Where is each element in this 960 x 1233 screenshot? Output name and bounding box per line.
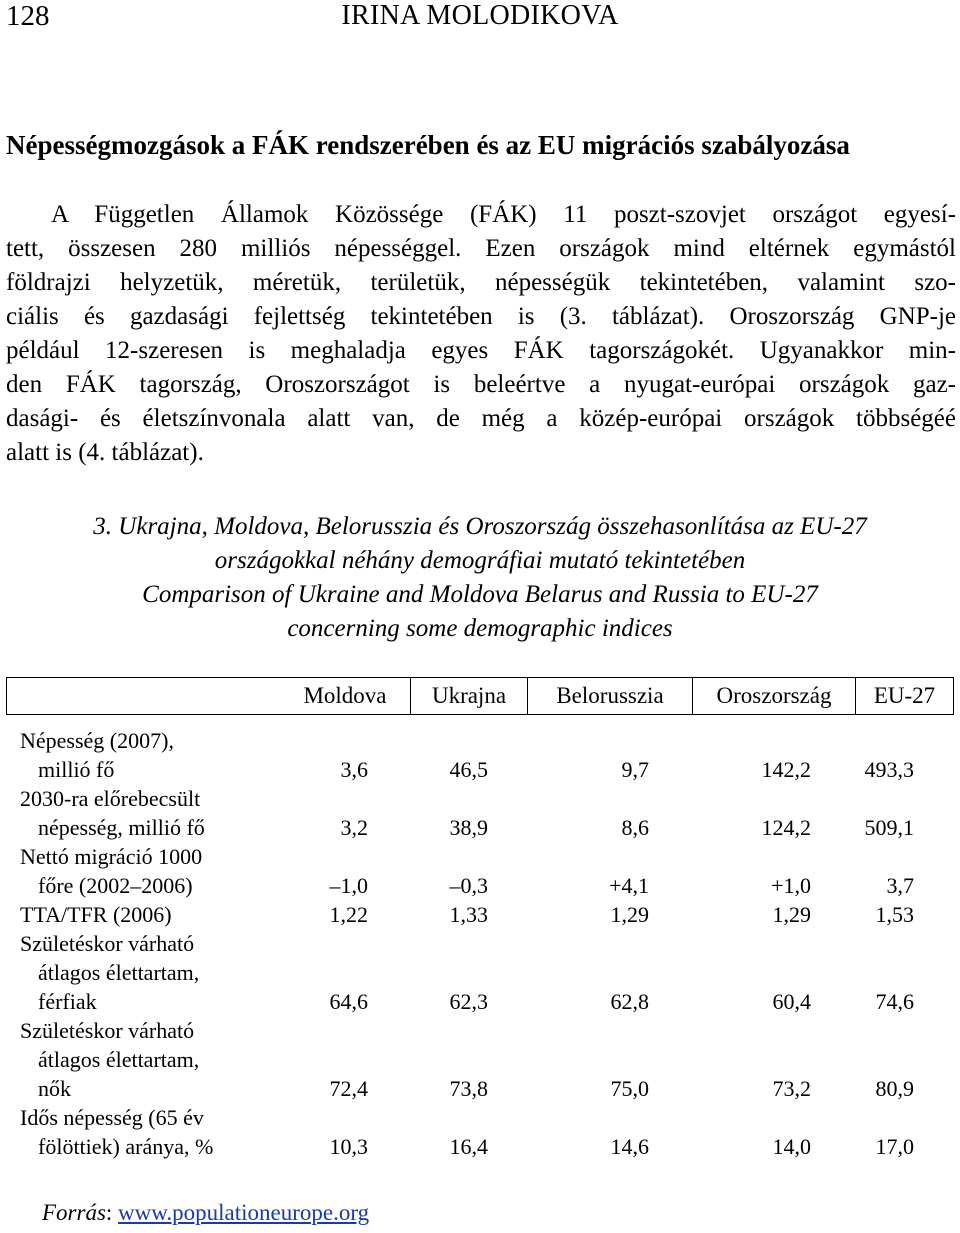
- caption-line: Comparison of Ukraine and Moldova Belarus and Russia to EU-27: [142, 581, 818, 608]
- section-title: Népességmozgások a FÁK rendszerében és az EU migrációs szabályozása: [6, 130, 850, 160]
- table-cell: +1,0: [771, 873, 811, 898]
- caption-line: országokkal néhány demográfiai mutató tekintetében: [214, 547, 746, 574]
- table-cell: +4,1: [609, 873, 649, 898]
- table-cell: 14,6: [610, 1134, 649, 1159]
- source-separator: :: [105, 1200, 119, 1225]
- table-cell: 1,53: [875, 902, 914, 927]
- page-number: 128: [6, 0, 50, 32]
- paragraph-line: földrajzi helyzetük, méretük, területük, népességük tekintetében, valamint szo-: [6, 269, 956, 296]
- paragraph-line: például 12-szeresen is meghaladja egyes FÁK tagországokét. Ugyanakkor min-: [6, 337, 956, 364]
- table-cell: 10,3: [329, 1134, 368, 1159]
- table-row: [20, 784, 955, 842]
- table-cell: 73,2: [772, 1076, 811, 1101]
- table-cell: 1,22: [329, 902, 368, 927]
- row-label-line: Népesség (2007),: [20, 728, 174, 753]
- row-label-line: millió fő: [38, 757, 115, 782]
- row-label: [20, 726, 280, 784]
- data-table: [20, 726, 955, 1161]
- caption-line: concerning some demographic indices: [287, 615, 673, 642]
- table-cell: 60,4: [772, 989, 811, 1014]
- table-cell: 64,6: [329, 989, 368, 1014]
- row-label-line: TTA/TFR (2006): [20, 902, 172, 927]
- header-blank-cell: [7, 678, 280, 714]
- table-cell: 1,29: [610, 902, 649, 927]
- row-label-line: Születéskor várható: [20, 931, 195, 956]
- table-row: [20, 1103, 955, 1161]
- row-label-line: fölöttiek) aránya, %: [38, 1134, 214, 1159]
- paragraph-line: ciális és gazdasági fejlettség tekintetében is (3. táblázat). Oroszország GNP-je: [6, 303, 956, 330]
- row-label-line: férfiak: [38, 989, 97, 1014]
- paragraph-line: alatt is (4. táblázat).: [6, 439, 204, 466]
- table-cell: –1,0: [329, 873, 368, 898]
- row-label-line: nők: [38, 1076, 71, 1101]
- table-row: [20, 842, 955, 900]
- table-cell: 14,0: [772, 1134, 811, 1159]
- row-label: [20, 929, 280, 1016]
- table-cell: 3,2: [340, 815, 368, 840]
- row-label: [20, 1016, 280, 1103]
- row-label-line: Nettó migráció 1000: [20, 844, 203, 869]
- paragraph-line: dasági- és életszínvonala alatt van, de még a közép-európai országok többségéé: [6, 405, 956, 432]
- table-cell: 8,6: [621, 815, 649, 840]
- table-cell: 3,6: [340, 757, 368, 782]
- table-cell: –0,3: [449, 873, 488, 898]
- table-cell: 62,3: [449, 989, 488, 1014]
- row-label-line: átlagos élettartam,: [38, 960, 200, 985]
- row-label: [20, 900, 280, 929]
- table-cell: 73,8: [449, 1076, 488, 1101]
- column-header: EU-27: [855, 678, 953, 714]
- source-label: Forrás: [42, 1200, 106, 1225]
- row-label: [20, 784, 280, 842]
- source-link[interactable]: www.populationeurope.org: [118, 1200, 370, 1225]
- table-cell: 46,5: [449, 757, 488, 782]
- table-cell: 509,1: [864, 815, 914, 840]
- table-cell: 74,6: [875, 989, 914, 1014]
- column-header: Belorusszia: [527, 678, 692, 714]
- table-cell: 124,2: [761, 815, 811, 840]
- paragraph-line: den FÁK tagország, Oroszországot is beleértve a nyugat-európai országok gaz-: [6, 371, 956, 398]
- table-header: [6, 677, 954, 715]
- table-row: [20, 900, 955, 929]
- column-header: Ukrajna: [410, 678, 527, 714]
- column-header: Oroszország: [692, 678, 855, 714]
- table-row: [20, 726, 955, 784]
- table-cell: 9,7: [621, 757, 649, 782]
- table-cell: 72,4: [329, 1076, 368, 1101]
- table-row: [20, 1016, 955, 1103]
- table-cell: 16,4: [449, 1134, 488, 1159]
- table-cell: 17,0: [875, 1134, 914, 1159]
- row-label-line: Idős népesség (65 év: [20, 1105, 204, 1130]
- row-label-line: népesség, millió fő: [38, 815, 205, 840]
- row-label-line: átlagos élettartam,: [38, 1047, 200, 1072]
- column-header: Moldova: [303, 683, 387, 708]
- table-cell: 1,33: [449, 902, 488, 927]
- row-label-line: 2030-ra előrebecsült: [20, 786, 201, 811]
- table-cell: 1,29: [772, 902, 811, 927]
- paragraph-line: A Független Államok Közössége (FÁK) 11 poszt-szovjet országot egyesí-: [51, 201, 956, 228]
- row-label-line: Születéskor várható: [20, 1018, 195, 1043]
- paragraph-line: tett, összesen 280 milliós népességgel. Ezen országok mind eltérnek egymástól: [6, 235, 956, 262]
- row-label: [20, 842, 280, 900]
- table-cell: 3,7: [886, 873, 914, 898]
- table-row: [20, 929, 955, 1016]
- table-cell: 493,3: [864, 757, 914, 782]
- table-cell: 142,2: [761, 757, 811, 782]
- table-cell: 62,8: [610, 989, 649, 1014]
- body-paragraph: [6, 198, 956, 470]
- table-cell: 75,0: [610, 1076, 649, 1101]
- table-caption: [0, 510, 960, 646]
- row-label-line: főre (2002–2006): [38, 873, 193, 898]
- source-note: [42, 1200, 369, 1226]
- table-cell: 80,9: [875, 1076, 914, 1101]
- caption-line: 3. Ukrajna, Moldova, Belorusszia és Oroszország összehasonlítása az EU-27: [93, 513, 867, 540]
- row-label: [20, 1103, 280, 1161]
- table-cell: 38,9: [449, 815, 488, 840]
- running-head: IRINA MOLODIKOVA: [341, 0, 619, 31]
